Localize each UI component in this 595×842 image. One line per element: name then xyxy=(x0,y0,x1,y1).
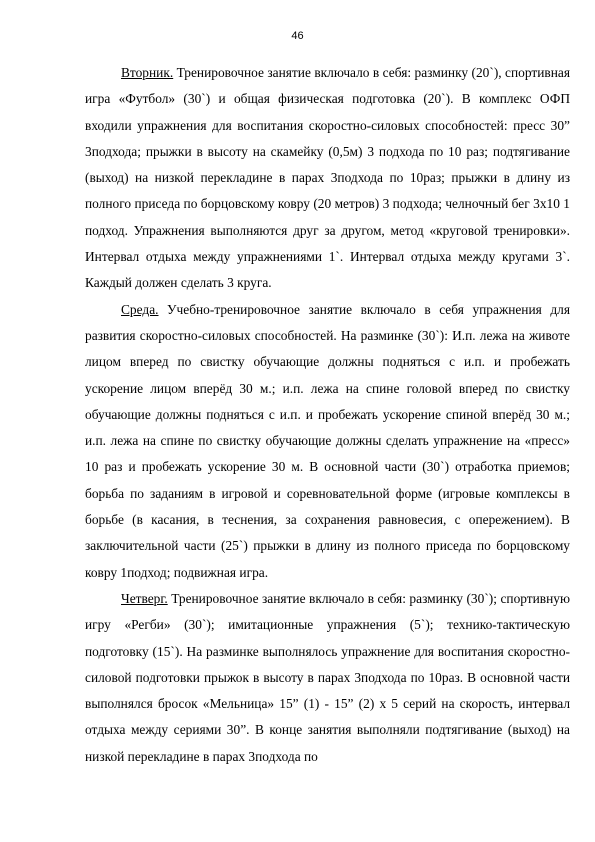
day-label-tuesday: Вторник. xyxy=(121,65,174,80)
body-text xyxy=(85,60,570,770)
day-label-wednesday: Среда. xyxy=(121,301,159,317)
paragraph-text: Тренировочное занятие включало в себя: разминку (30`); спортивную игру «Регби» (30`); имитационные упражнения (5`); технико-тактическую подготовку (15`). На разминке выполнялось упражнение для воспитания скоростно-силовой подготовки прыжок в высоту в парах 3подхода по 10раз. В основной части выполнялся бросок «Мельница» 15” (1) - 15” (2) х 5 серий на скорость, интервал отдыха между сериями 30”. В конце занятия выполняли подтягивание (выход) на низкой перекладине в парах 3подхода по xyxy=(85,590,570,764)
paragraph-wednesday xyxy=(85,297,570,586)
paragraph-thursday xyxy=(85,586,570,770)
paragraph-text: Учебно-тренировочное занятие включало в себя упражнения для развития скоростно-силовых способностей. На разминке (30`): И.п. лежа на животе лицом вперед по свистку обучающие должны подняться с и.п. и пробежать ускорение лицом вперёд 30 м.; и.п. лежа на спине головой вперед по свистку обучающие должны подняться с и.п. и пробежать ускорение спиной вперёд 30 м.; и.п. лежа на спине по свистку обучающие должны сделать упражнение на «пресс» 10 раз и пробежать ускорение 30 м. В основной части (30`) отработка приемов; борьба по заданиям в игровой и соревновательной форме (игровые комплексы в борьбе (в касания, в теснения, за сохранения равновесия, с опережением). В заключительной части (25`) прыжки в длину из полного приседа по борцовскому ковру 1подход; подвижная игра. xyxy=(85,301,570,580)
day-label-thursday: Четверг. xyxy=(121,590,168,606)
paragraph-text: Тренировочное занятие включало в себя: разминку (20`), спортивная игра «Футбол» (30`) и общая физическая подготовка (20`). В комплекс ОФП входили упражнения для воспитания скоростно-силовых способностей: пресс 30” 3подхода; прыжки в высоту на скамейку (0,5м) 3 подхода по 10 раз; подтягивание (выход) на низкой перекладине в парах 3подхода по 10раз; прыжки в длину из полного приседа по борцовскому ковру (20 метров) 3 подхода; челночный бег 3х10 1 подход. Упражнения выполняются друг за другом, метод «круговой тренировки». Интервал отдыха между упражнениями 1`. Интервал отдыха между кругами 3`. Каждый должен сделать 3 круга. xyxy=(85,65,570,291)
page-number: 46 xyxy=(291,30,304,42)
paragraph-tuesday xyxy=(85,60,570,297)
